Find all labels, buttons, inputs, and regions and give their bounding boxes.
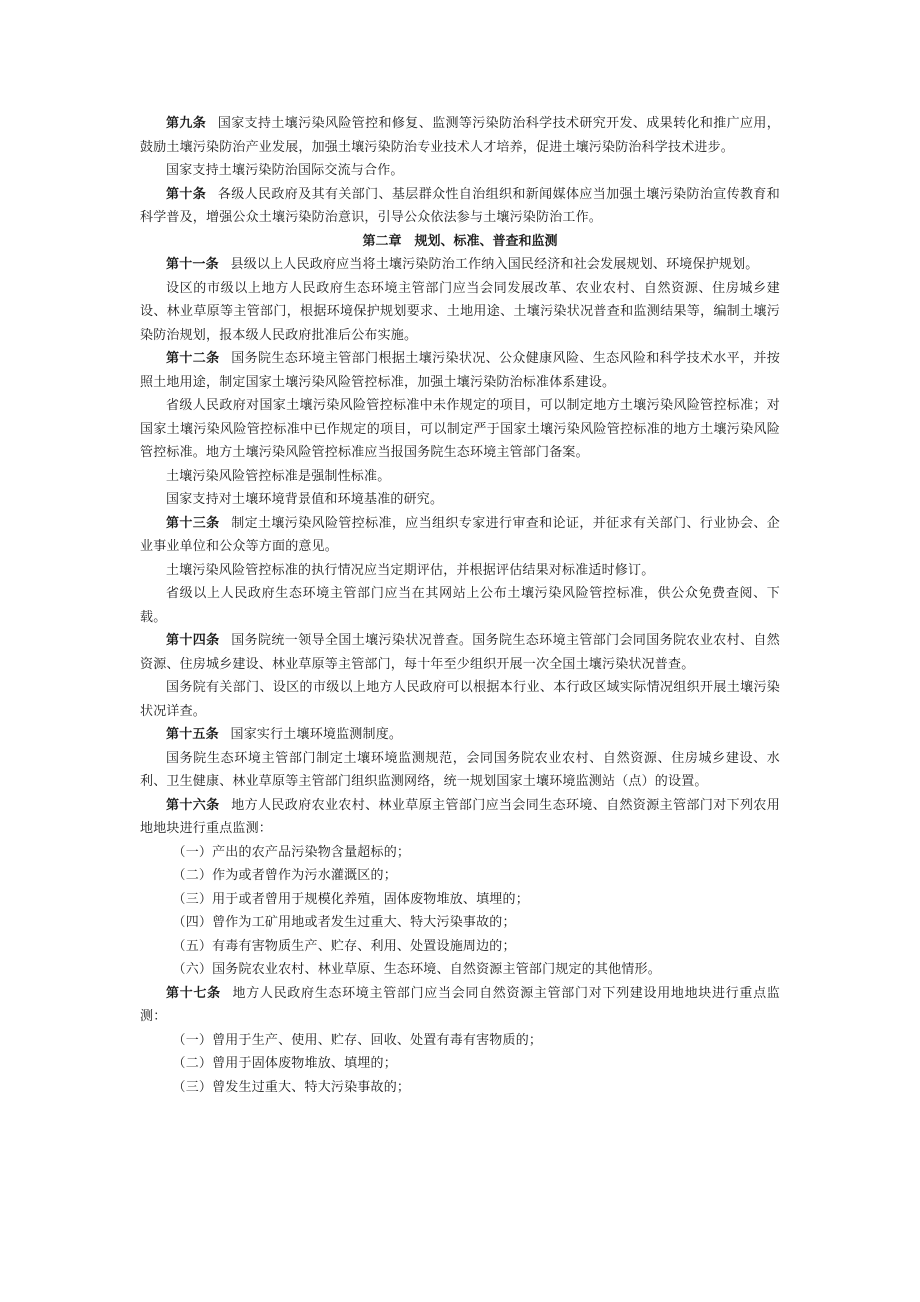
paragraph-text: （四）曾作为工矿用地或者发生过重大、特大污染事故的； [172,915,516,930]
paragraph [140,559,780,583]
chapter-heading: 第二章 规划、标准、普查和监测 [362,233,558,249]
paragraph-text: 国务院统一领导全国土壤污染状况普查。国务院生态环境主管部门会同国务院农业农村、自然资源、住房城乡建设、林业草原等主管部门，每十年至少组织开展一次全国土壤污染状况普查。 [140,633,780,672]
list-item [140,911,780,935]
paragraph-text: 国务院生态环境主管部门根据土壤污染状况、公众健康风险、生态风险和科学技术水平，并按照土地用途，制定国家土壤污染风险管控标准，加强土壤污染防治标准体系建设。 [140,351,780,390]
paragraph-text: 设区的市级以上地方人民政府生态环境主管部门应当会同发展改革、农业农村、自然资源、住房城乡建设、林业草原等主管部门，根据环境保护规划要求、土地用途、土壤污染状况普查和监测结果等，编制土壤污染防治规划，报本级人民政府批准后公布实施。 [140,280,780,343]
list-item [140,935,780,959]
paragraph-text: （三）用于或者曾用于规模化养殖，固体废物堆放、填埋的； [172,891,529,907]
paragraph [140,112,780,159]
paragraph [140,277,780,348]
paragraph-text: 国务院有关部门、设区的市级以上地方人民政府可以根据本行业、本行政区域实际情况组织开展土壤污染状况详查。 [140,680,780,719]
list-item [140,958,780,982]
paragraph-text: （一）曾用于生产、使用、贮存、回收、处置有毒有害物质的； [172,1032,543,1048]
paragraph-text: 国家支持土壤污染防治国际交流与合作。 [166,163,404,178]
paragraph [140,465,780,489]
paragraph-text: 地方人民政府农业农村、林业草原主管部门应当会同生态环境、自然资源主管部门对下列农用地地块进行重点监测： [140,797,780,836]
paragraph [140,394,780,465]
article-number: 第九条 [166,116,207,131]
paragraph [140,723,780,747]
paragraph-text: （二）曾用于固体废物堆放、填埋的； [172,1056,397,1071]
list-item [140,864,780,888]
paragraph-text: 土壤污染风险管控标准是强制性标准。 [166,468,391,484]
article-number: 第十二条 [166,351,220,366]
paragraph-text: 国家支持土壤污染风险管控和修复、监测等污染防治科学技术研究开发、成果转化和推广应用，鼓励土壤污染防治产业发展，加强土壤污染防治专业技术人才培养，促进土壤污染防治科学技术进步。 [140,116,780,155]
paragraph-text: （三）曾发生过重大、特大污染事故的； [172,1079,411,1095]
paragraph-text: 制定土壤污染风险管控标准，应当组织专家进行审查和论证，并征求有关部门、行业协会、企业事业单位和公众等方面的意见。 [140,515,780,554]
paragraph-text: （一）产出的农产品污染物含量超标的； [172,844,411,860]
paragraph-text: 省级人民政府对国家土壤污染风险管控标准中未作规定的项目，可以制定地方土壤污染风险管控标准；对国家土壤污染风险管控标准中已作规定的项目，可以制定严于国家土壤污染风险管控标准的地方土壤污染风险管控标准。地方土壤污染风险管控标准应当报国务院生态环境主管部门备案。 [140,398,780,460]
paragraph-text: 县级以上人民政府应当将土壤污染防治工作纳入国民经济和社会发展规划、环境保护规划。 [230,257,759,272]
paragraph-text: 国家支持对土壤环境背景值和环境基准的研究。 [166,492,444,507]
paragraph [140,982,780,1029]
paragraph [140,676,780,723]
paragraph-text: 国家实行土壤环境监测制度。 [230,727,403,742]
paragraph [140,488,780,512]
list-item [140,841,780,865]
article-number: 第十七条 [166,985,221,1001]
paragraph [140,512,780,559]
list-item [140,1052,780,1076]
paragraph-text: （六）国务院农业农村、林业草原、生态环境、自然资源主管部门规定的其他情形。 [172,962,661,977]
list-item [140,888,780,912]
paragraph [140,159,780,183]
paragraph [140,582,780,629]
paragraph-text: 国务院生态环境主管部门制定土壤环境监测规范，会同国务院农业农村、自然资源、住房城乡建设、水利、卫生健康、林业草原等主管部门组织监测网络，统一规划国家土壤环境监测站（点）的设置。 [140,750,780,789]
paragraph [140,747,780,794]
article-number: 第十条 [166,186,207,202]
article-number: 第十三条 [166,515,220,531]
paragraph [140,629,780,676]
paragraph-text: （五）有毒有害物质生产、贮存、利用、处置设施周边的； [172,938,516,954]
document-body [140,112,780,1099]
paragraph-text: 土壤污染风险管控标准的执行情况应当定期评估，并根据评估结果对标准适时修订。 [166,562,655,578]
paragraph-text: 各级人民政府及其有关部门、基层群众性自治组织和新闻媒体应当加强土壤污染防治宣传教育和科学普及，增强公众土壤污染防治意识，引导公众依法参与土壤污染防治工作。 [140,186,780,225]
paragraph [140,347,780,394]
list-item [140,1076,780,1100]
paragraph [140,794,780,841]
paragraph [140,183,780,230]
paragraph-text: 省级以上人民政府生态环境主管部门应当在其网站上公布土壤污染风险管控标准，供公众免费查阅、下载。 [140,586,780,625]
paragraph [140,253,780,277]
article-number: 第十六条 [166,797,220,813]
paragraph-text: （二）作为或者曾作为污水灌溉区的； [172,868,397,883]
article-number: 第十四条 [166,633,220,648]
list-item [140,1029,780,1053]
article-number: 第十一条 [166,257,219,272]
paragraph-text: 地方人民政府生态环境主管部门应当会同自然资源主管部门对下列建设用地地块进行重点监测： [140,985,780,1024]
article-number: 第十五条 [166,727,219,742]
